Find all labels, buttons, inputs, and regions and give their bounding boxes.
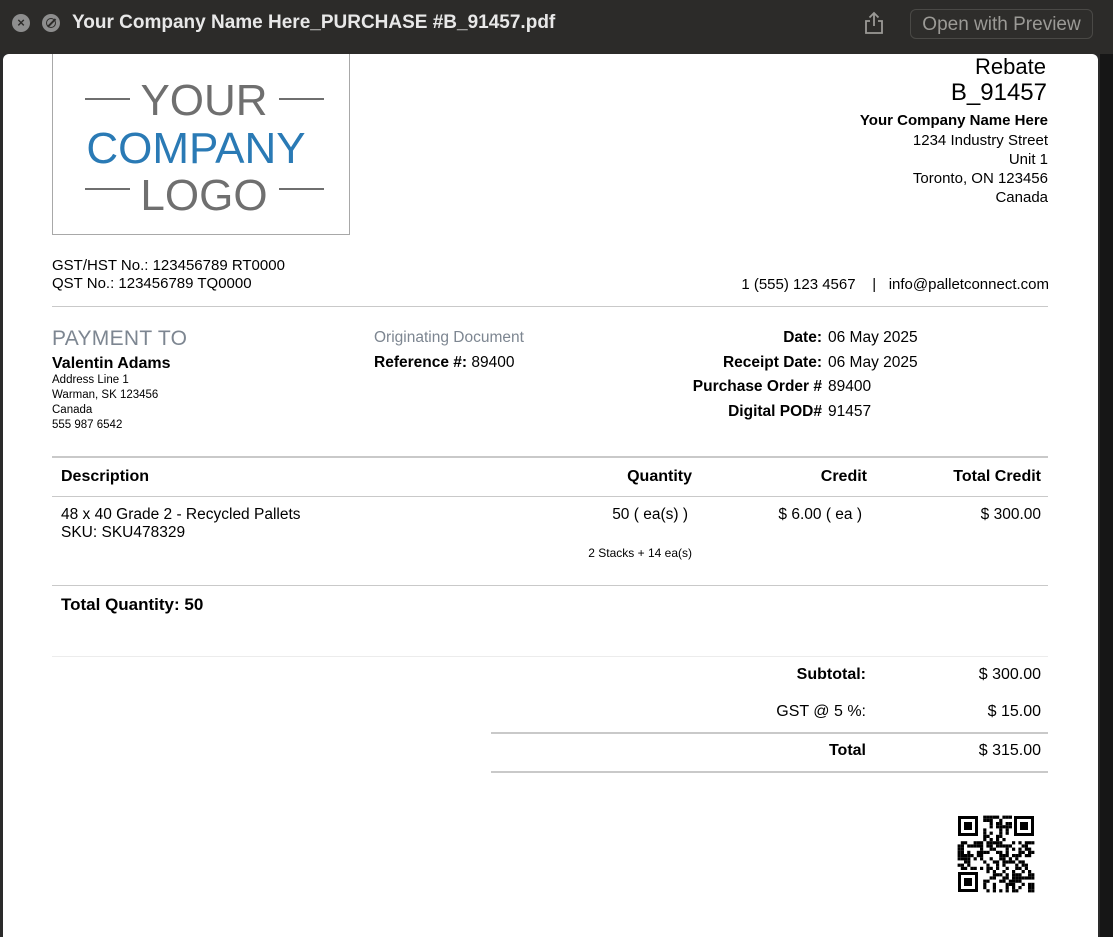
originating-document-heading: Originating Document (374, 329, 524, 346)
document-number: B_91457 (950, 79, 1047, 106)
minimize-icon[interactable] (42, 14, 60, 32)
open-with-preview-button[interactable]: Open with Preview (910, 9, 1093, 39)
logo-text-line1: YOUR (140, 76, 268, 125)
company-phone: 1 (555) 123 4567 (741, 276, 856, 293)
company-street: 1234 Industry Street (912, 132, 1048, 149)
gst-value: $ 15.00 (987, 703, 1041, 720)
total-value: $ 315.00 (978, 742, 1041, 759)
summary-divider (491, 732, 1048, 734)
header-description: Description (61, 468, 150, 485)
window-titlebar (0, 0, 1113, 54)
total-label: Total (828, 742, 866, 759)
table-top-border (52, 456, 1048, 458)
divider (52, 656, 1048, 657)
logo-text-line2: COMPANY (86, 124, 306, 173)
window-title: Your Company Name Here_PURCHASE #B_91457.pdf (72, 12, 556, 33)
date-label: Date: (783, 329, 822, 346)
purchase-order-value: 89400 (828, 378, 872, 395)
item-total-credit: $ 300.00 (980, 506, 1041, 523)
subtotal-value: $ 300.00 (978, 666, 1041, 683)
subtotal-label: Subtotal: (796, 666, 866, 683)
reference-value: 89400 (471, 354, 515, 371)
qst-number: QST No.: 123456789 TQ0000 (52, 275, 252, 292)
item-description: 48 x 40 Grade 2 - Recycled Pallets (61, 506, 301, 523)
item-stacks: 2 Stacks + 14 ea(s) (588, 546, 692, 560)
company-country: Canada (995, 189, 1048, 206)
document-type: Rebate (975, 54, 1046, 79)
table-header-border (52, 496, 1048, 497)
reference-number (374, 354, 514, 372)
company-contact (741, 276, 1049, 293)
header-total-credit: Total Credit (953, 468, 1041, 485)
date-value: 06 May 2025 (828, 329, 918, 346)
item-credit: $ 6.00 ( ea ) (778, 506, 862, 523)
contact-separator: | (872, 276, 877, 293)
qr-code (956, 814, 1036, 894)
company-city: Toronto, ON 123456 (912, 170, 1048, 187)
gst-number: GST/HST No.: 123456789 RT0000 (52, 257, 285, 274)
document-page (3, 54, 1098, 937)
logo-text-line3: LOGO (140, 171, 268, 220)
payee-city: Warman, SK 123456 (52, 389, 159, 401)
digital-pod-value: 91457 (828, 403, 872, 420)
close-icon[interactable]: × (12, 14, 30, 32)
gst-label: GST @ 5 %: (776, 703, 866, 720)
company-name: Your Company Name Here (859, 112, 1048, 129)
table-bottom-border (52, 585, 1048, 586)
payee-phone: 555 987 6542 (52, 419, 123, 431)
divider (52, 306, 1048, 307)
payee-name: Valentin Adams (52, 355, 171, 372)
company-unit: Unit 1 (1008, 151, 1048, 168)
reference-label: Reference #: (374, 354, 468, 371)
summary-bottom-border (491, 771, 1048, 773)
window-edge (1100, 54, 1113, 937)
receipt-date-label: Receipt Date: (722, 354, 822, 371)
payee-address: Address Line 1 (52, 374, 129, 386)
header-credit: Credit (820, 468, 867, 485)
digital-pod-label: Digital POD# (728, 403, 822, 420)
company-email[interactable]: info@palletconnect.com (888, 276, 1049, 293)
share-icon[interactable] (863, 11, 885, 35)
header-quantity: Quantity (627, 468, 692, 485)
item-quantity: 50 ( ea(s) ) (612, 506, 688, 523)
purchase-order-label: Purchase Order # (692, 378, 822, 395)
total-quantity: Total Quantity: 50 (61, 595, 204, 614)
receipt-date-value: 06 May 2025 (828, 354, 918, 371)
payee-country: Canada (52, 404, 93, 416)
payment-to-heading: PAYMENT TO (52, 327, 188, 350)
company-logo (52, 54, 350, 235)
item-sku: SKU: SKU478329 (61, 524, 186, 541)
